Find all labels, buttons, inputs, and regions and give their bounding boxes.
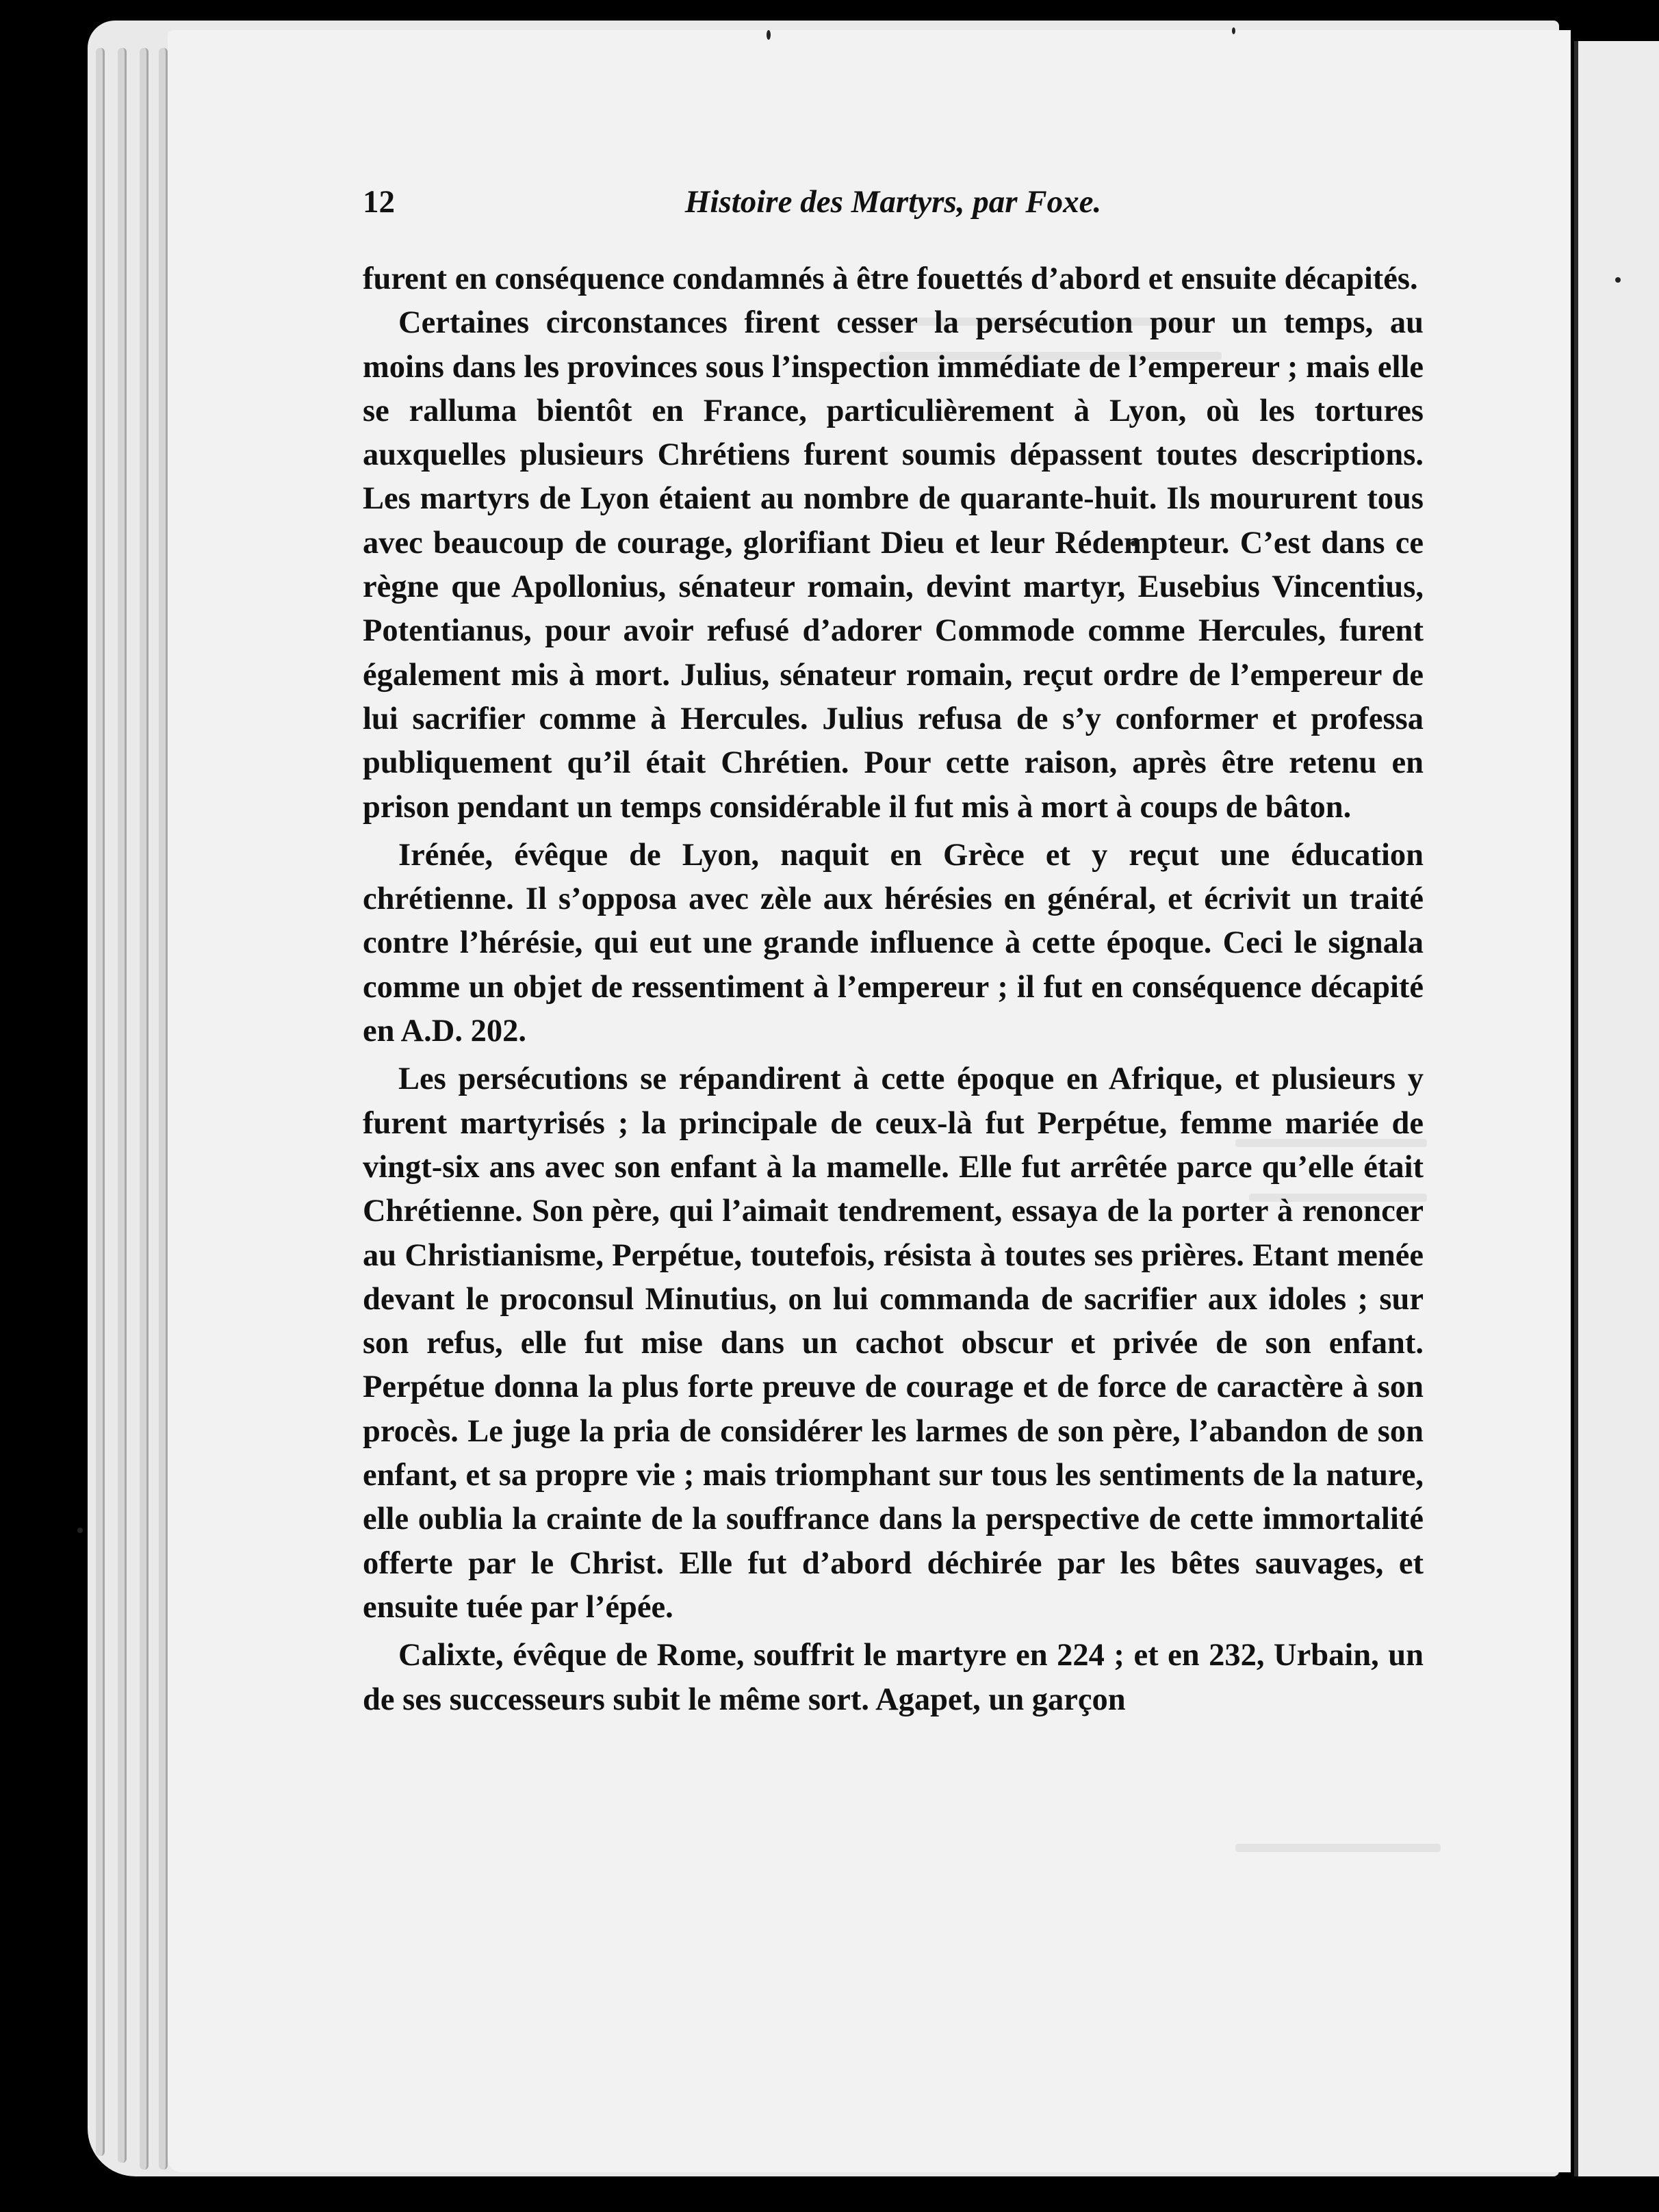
paragraph: Irénée, évêque de Lyon, naquit en Grèce et y reçut une éducation chrétienne. Il s’opposa avec zèle aux hérésies en général, et écrivit un traité contre l’hérésie, qui eut une grande influence à cette époque. Ceci le signala comme un objet de ressentiment à l’empereur ; il fut en conséquence décapité en A.D. 202.	[363, 837, 1424, 1049]
page-edge	[159, 48, 168, 2170]
scan-speck	[767, 30, 771, 40]
opposite-page-edge	[1574, 41, 1659, 2176]
scan-speck	[1615, 277, 1621, 283]
page-number: 12	[363, 184, 395, 220]
paragraph: Les persécutions se répandirent à cette époque en Afrique, et plusieurs y furent martyrisés ; la principale de ceux-là fut Perpétue, femme mariée de vingt-six ans avec son enfant à la mamelle. Elle fut arrêtée parce qu’elle était Chrétienne. Son père, qui l’aimait tendrement, essaya de la porter à renoncer au Christianisme, Perpétue, toutefois, résista à toutes ses prières. Etant menée devant le proconsul Minutius, on lui commanda de sacrifier aux idoles ; sur son refus, elle fut mise dans un cachot obscur et privée de son enfant. Perpétue donna la plus forte preuve de courage et de force de caractère à son procès. Le juge la pria de considérer les larmes de son père, l’abandon de son enfant, et sa propre vie ; mais triomphant sur tous les sentiments de la nature, elle oublia la crainte de la souffrance dans la perspective de cette immortalité offerte par le Christ. Elle fut d’abord déchirée par les bêtes sauvages, et ensuite tuée par l’épée.	[363, 1062, 1424, 1625]
paragraph: Certaines circonstances firent cesser la persécution pour un temps, au moins dans les provinces sous l’inspection immédiate de l’empereur ; mais elle se ralluma bientôt en France, particulièrement à Lyon, où les tortures auxquelles plusieurs Chrétiens furent soumis dépassent toutes descriptions. Les martyrs de Lyon étaient au nombre de quarante-huit. Ils moururent tous avec beaucoup de courage, glorifiant Dieu et leur Rédempteur. C’est dans ce règne que Apollonius, sénateur romain, devint martyr, Eusebius Vincentius, Potentianus, pour avoir refusé d’adorer Commode comme Hercules, furent également mis à mort. Julius, sénateur romain, reçut ordre de l’empereur de lui sacrifier comme à Hercules. Julius refusa de s’y conformer et professa publiquement qu’il était Chrétien. Pour cette raison, après être retenu en prison pendant un temps considérable il fut mis à mort à coups de bâton.	[363, 305, 1424, 825]
scan-speck	[1232, 27, 1235, 34]
running-title: Histoire des Martyrs, par Foxe.	[684, 184, 1102, 220]
page-edge	[118, 48, 127, 2163]
scan-speck	[77, 1528, 83, 1533]
body-text	[363, 257, 1424, 1722]
paragraph: Calixte, évêque de Rome, souffrit le martyre en 224 ; et en 232, Urbain, un de ses successeurs subit le même sort. Agapet, un garçon	[363, 1638, 1424, 1717]
running-head	[363, 183, 1424, 231]
paragraph: furent en conséquence condamnés à être fouettés d’abord et ensuite décapités.	[363, 261, 1418, 296]
page-edge	[140, 48, 149, 2170]
page-edge	[96, 48, 105, 2156]
show-through	[1235, 1844, 1441, 1852]
